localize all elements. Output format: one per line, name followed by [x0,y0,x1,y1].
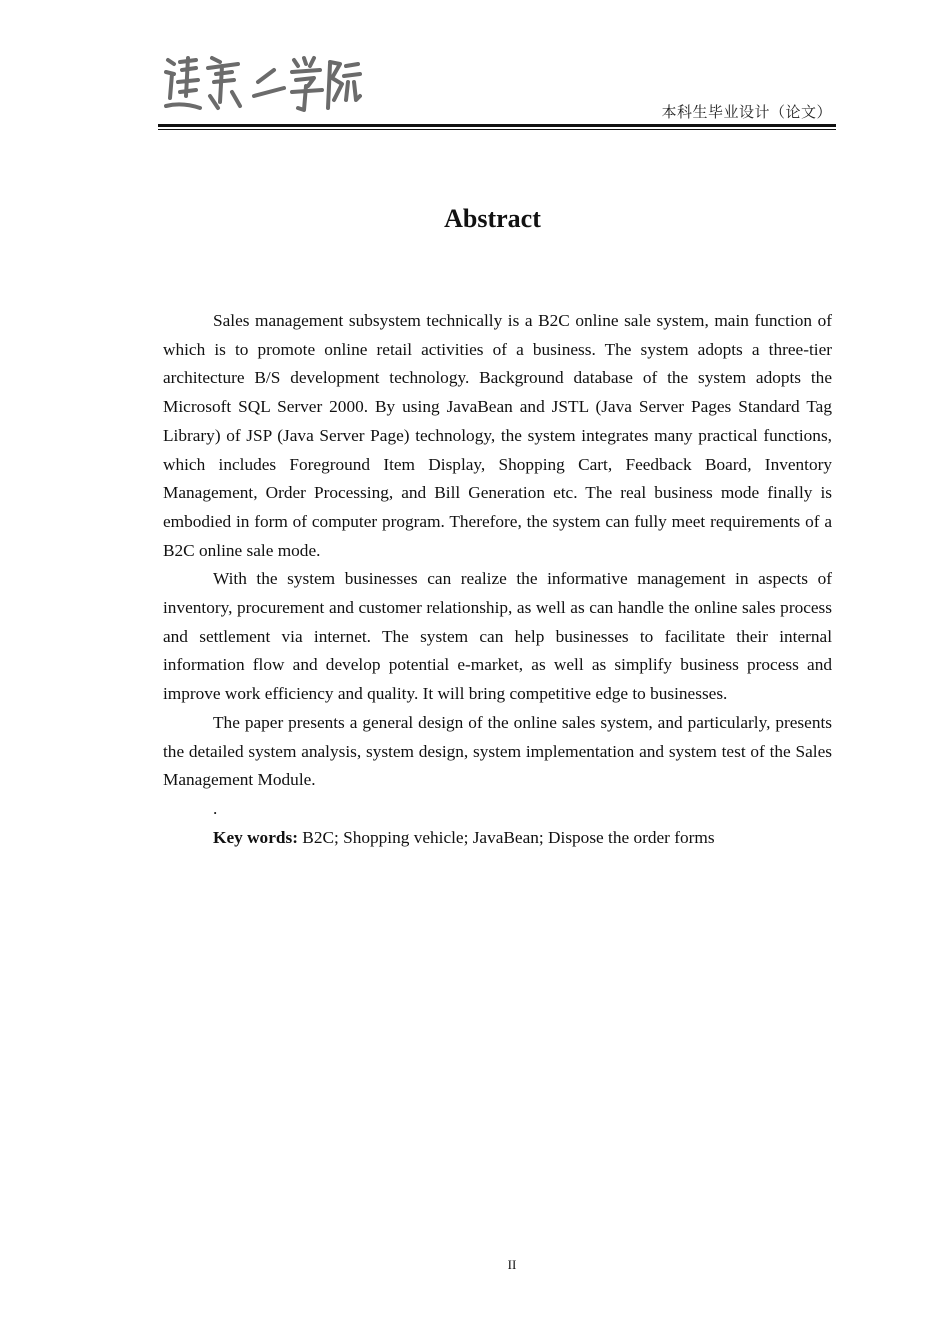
university-logo [162,52,362,118]
stray-period: . [213,798,218,818]
keywords-value: B2C; Shopping vehicle; JavaBean; Dispose the order forms [302,827,715,847]
calligraphy-logo-icon [162,52,362,118]
abstract-body [163,307,832,852]
thesis-type-label: 本科生毕业设计（论文） [661,105,832,121]
keywords-line [163,824,832,853]
abstract-paragraph-1: Sales management subsystem technically is a B2C online sale system, main function of which is to promote online retail activities of a business. The system adopts a three-tier architecture B/S development technology. Background database of the system adopts the Microsoft SQL Server 2000. By using JavaBean and JSTL (Java Server Pages Standard Tag Library) of JSP (Java Server Page) technology, the system integrates many practical functions, which includes Foreground Item Display, Shopping Cart, Feedback Board, Inventory Management, Order Processing, and Bill Generation etc. The real business mode finally is embodied in form of computer program. Therefore, the system can fully meet requirements of a B2C online sale mode. [163,311,832,560]
abstract-paragraph-3: The paper presents a general design of the online sales system, and particularly, presents the detailed system analysis, system design, system implementation and system test of the Sales Management Module. [163,712,832,790]
header-rule-thick [158,124,836,127]
keywords-label: Key words: [213,827,298,847]
abstract-heading: Abstract [444,204,541,233]
header-rule-thin [158,129,836,130]
abstract-paragraph-2: With the system businesses can realize the informative management in aspects of inventory, procurement and customer relationship, as well as can handle the online sales process and settlement via internet. The system can help businesses to facilitate their internal information flow and develop potential e-market, as well as simplify business process and improve work efficiency and quality. It will bring competitive edge to businesses. [163,569,832,704]
page-number: II [507,1257,517,1272]
